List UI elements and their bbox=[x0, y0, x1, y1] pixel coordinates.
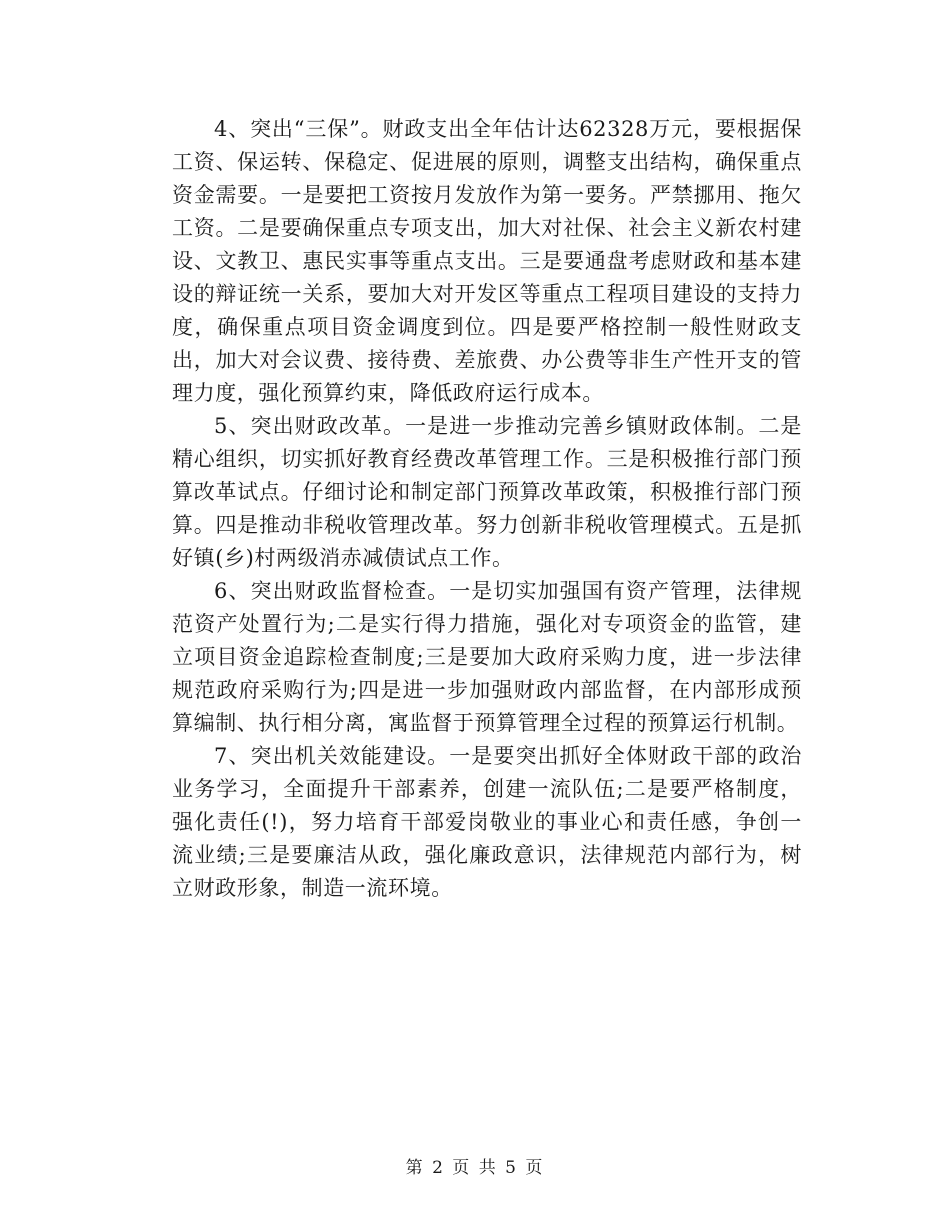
paragraph-item-6: 6、突出财政监督检查。一是切实加强国有资产管理，法律规范资产处置行为;二是实行得力措施，强化对专项资金的监管，建立项目资金追踪检查制度;三是要加大政府采购力度，进一步法律规范政府采购行为;四是进一步加强财政内部监督，在内部形成预算编制、执行相分离，寓监督于预算管理全过程的预算运行机制。 bbox=[172, 579, 802, 735]
document-body bbox=[172, 113, 802, 905]
paragraph-item-5: 5、突出财政改革。一是进一步推动完善乡镇财政体制。二是精心组织，切实抓好教育经费改革管理工作。三是积极推行部门预算改革试点。仔细讨论和制定部门预算改革政策，积极推行部门预算。四是推动非税收管理改革。努力创新非税收管理模式。五是抓好镇(乡)村两级消赤减债试点工作。 bbox=[172, 414, 802, 570]
page-number-footer: 第 2 页 共 5 页 bbox=[405, 1158, 545, 1178]
paragraph-item-4: 4、突出“三保”。财政支出全年估计达62328万元，要根据保工资、保运转、保稳定、促进展的原则，调整支出结构，确保重点资金需要。一是要把工资按月发放作为第一要务。严禁挪用、拖欠工资。二是要确保重点专项支出，加大对社保、社会主义新农村建设、文教卫、惠民实事等重点支出。三是要通盘考虑财政和基本建设的辩证统一关系，要加大对开发区等重点工程项目建设的支持力度，确保重点项目资金调度到位。四是要严格控制一般性财政支出，加大对会议费、接待费、差旅费、办公费等非生产性开支的管理力度，强化预算约束，降低政府运行成本。 bbox=[172, 117, 802, 405]
paragraph-item-7: 7、突出机关效能建设。一是要突出抓好全体财政干部的政治业务学习，全面提升干部素养，创建一流队伍;二是要严格制度，强化责任(!)，努力培育干部爱岗敬业的事业心和责任感，争创一流业绩;三是要廉洁从政，强化廉政意识，法律规范内部行为，树立财政形象，制造一流环境。 bbox=[172, 744, 802, 900]
